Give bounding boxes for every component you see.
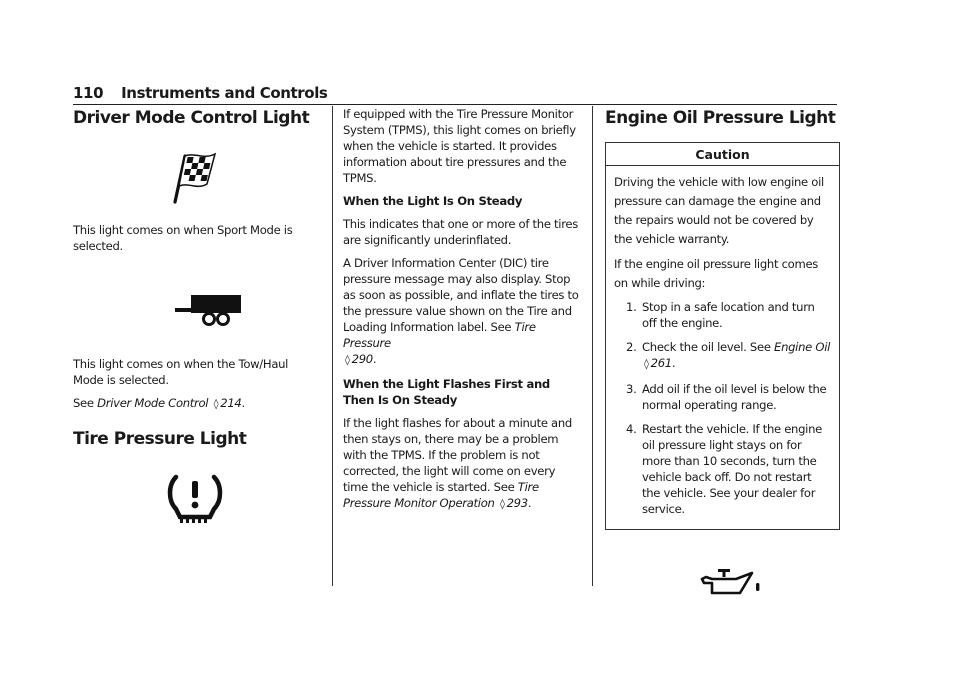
flash-subheading: When the Light Flashes First and Then Is On Steady xyxy=(343,377,550,407)
trailer-icon xyxy=(73,261,313,356)
cross-reference-link[interactable]: Tire Pressure xyxy=(343,320,536,350)
page-number: 110 xyxy=(73,84,104,102)
page-reference[interactable]: 214 xyxy=(220,396,242,410)
page-ref-arrow-icon: ◊ xyxy=(499,499,505,510)
column-2 xyxy=(343,106,581,520)
page-reference[interactable]: 261 xyxy=(650,356,672,370)
steady-text: This indicates that one or more of the tires are significantly underinflated. xyxy=(343,217,578,247)
driver-mode-heading: Driver Mode Control Light xyxy=(73,108,310,128)
column-divider xyxy=(332,106,333,586)
caution-body xyxy=(606,166,839,529)
caution-title: Caution xyxy=(606,143,839,166)
column-3 xyxy=(605,106,840,640)
page-reference[interactable]: 293 xyxy=(506,496,528,510)
list-item: 3. Add oil if the oil level is below the normal operating range. xyxy=(626,382,827,412)
flash-text: If the light flashes for about a minute and then stays on, there may be a problem with the TPMS. If the problem is not corrected, the light will come on every time the vehicle is started. See Tire Pressure Monitor Operation ◊ 293. xyxy=(343,416,572,510)
column-1 xyxy=(73,106,313,547)
steady-subheading: When the Light Is On Steady xyxy=(343,194,523,208)
tire-pressure-heading: Tire Pressure Light xyxy=(73,429,247,449)
page-header xyxy=(73,84,837,105)
checkered-flag-icon xyxy=(73,130,313,222)
tow-haul-text: This light comes on when the Tow/Haul Mode is selected. xyxy=(73,357,289,387)
cross-reference-link[interactable]: Driver Mode Control xyxy=(97,396,209,410)
caution-paragraph: Driving the vehicle with low engine oil pressure can damage the engine and the repairs would not be covered by the vehicle warranty. xyxy=(614,175,824,246)
page-ref-arrow-icon: ◊ xyxy=(213,399,219,410)
tire-pressure-warning-icon xyxy=(73,451,313,547)
page-ref-arrow-icon: ◊ xyxy=(644,359,649,370)
page-reference[interactable]: 290 xyxy=(351,352,373,366)
caution-box xyxy=(605,142,840,530)
page-ref-arrow-icon: ◊ xyxy=(345,355,350,366)
tow-haul-see: See Driver Mode Control ◊ 214. xyxy=(73,396,245,410)
section-title: Instruments and Controls xyxy=(121,84,328,102)
cross-reference-link[interactable]: Engine Oil xyxy=(774,340,831,354)
column-divider xyxy=(592,106,593,586)
cross-reference-link[interactable]: Tire Pressure Monitor Operation xyxy=(343,480,539,510)
list-item: 4. Restart the vehicle. If the engine oil pressure light stays on for more than 10 seconds, turn the vehicle back off. Do not restart the vehicle. See your dealer for service. xyxy=(626,422,822,516)
caution-paragraph: If the engine oil pressure light comes on while driving: xyxy=(614,257,819,290)
list-item: 1. Stop in a safe location and turn off the engine. xyxy=(626,300,815,330)
driver-mode-text: This light comes on when Sport Mode is selected. xyxy=(73,223,293,253)
dic-text: A Driver Information Center (DIC) tire pressure message may also display. Stop as soon as possible, and inflate the tires to the pressure value shown on the Tire and Loading Information label. See Tire Pressure ◊ 290. xyxy=(343,256,579,366)
caution-steps xyxy=(614,299,831,517)
tpms-intro: If equipped with the Tire Pressure Monitor System (TPMS), this light comes on briefly when the vehicle is started. It provides information about tire pressures and the TPMS. xyxy=(343,107,576,185)
engine-oil-heading: Engine Oil Pressure Light xyxy=(605,108,836,128)
list-item: 2. Check the oil level. See Engine Oil ◊ 261. xyxy=(626,340,831,370)
oil-can-icon xyxy=(605,530,840,640)
